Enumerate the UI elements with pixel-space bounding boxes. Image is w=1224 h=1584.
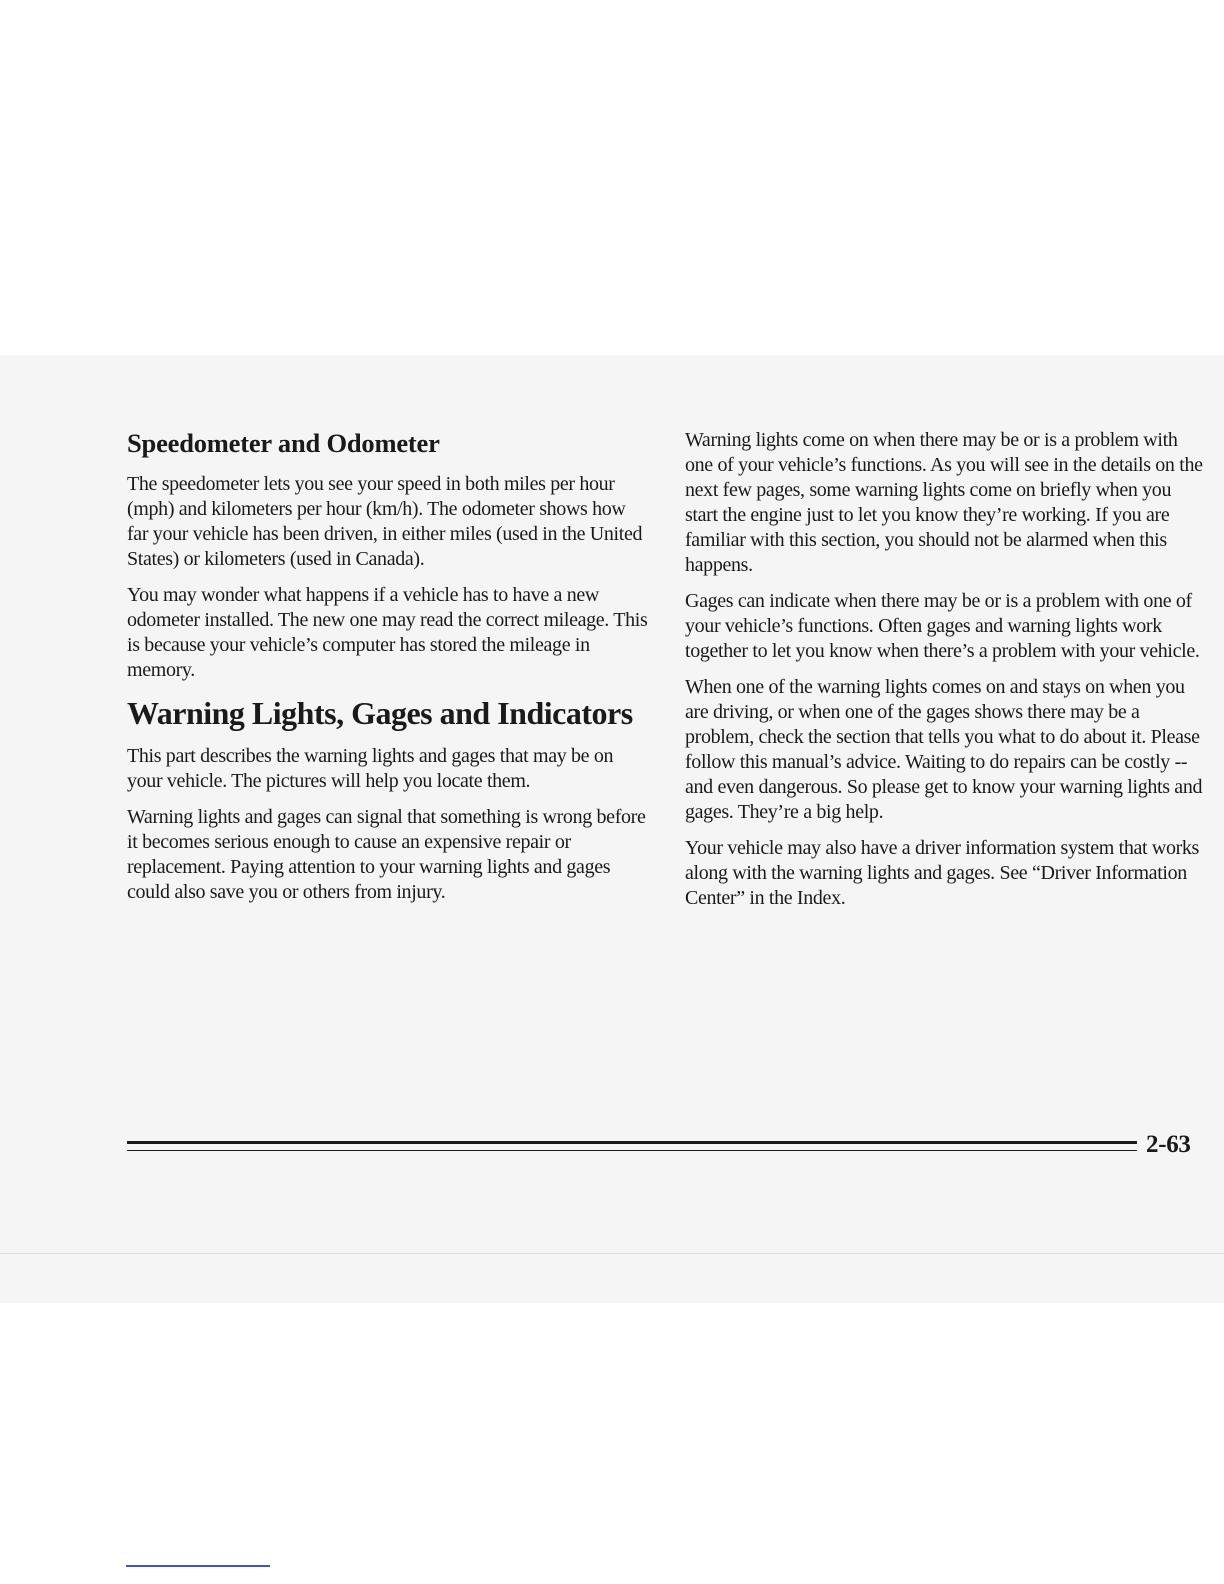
right-paragraph-3: When one of the warning lights comes on and stays on when you are driving, or when one of the gages shows there may be a problem, check the section that tells you what to do about it. Please follow this manual’s advice. Waiting to do repairs can be costly -- and even dangerous. So please get to know your warning lights and gages. They’re a big help. — [685, 676, 1203, 823]
footer-rule-secondary — [127, 1150, 1137, 1151]
scan-edge-line — [0, 1253, 1224, 1254]
page-number: 2-63 — [1146, 1131, 1191, 1158]
warning-lights-paragraph-2: Warning lights and gages can signal that something is wrong before it becomes serious enough to cause an expensive repair or replacement. Paying attention to your warning lights and gages could also save you or others from injury. — [127, 806, 646, 903]
footer-rule — [127, 1141, 1137, 1144]
speedometer-heading: Speedometer and Odometer — [127, 428, 440, 458]
right-column — [685, 428, 1205, 922]
speedometer-paragraph-2: You may wonder what happens if a vehicle has to have a new odometer installed. The new one may read the correct mileage. This is because your vehicle’s computer has stored the mileage in memory. — [127, 584, 648, 681]
left-column — [127, 428, 649, 916]
bottom-link-underline — [126, 1565, 270, 1567]
right-paragraph-4: Your vehicle may also have a driver information system that works along with the warning lights and gages. See “Driver Information Center” in the Index. — [685, 837, 1199, 909]
warning-lights-heading: Warning Lights, Gages and Indicators — [127, 695, 633, 731]
right-paragraph-2: Gages can indicate when there may be or is a problem with one of your vehicle’s functions. Often gages and warning lights work together to let you know when there’s a problem with your vehicle. — [685, 590, 1200, 662]
speedometer-paragraph-1: The speedometer lets you see your speed in both miles per hour (mph) and kilometers per hour (km/h). The odometer shows how far your vehicle has been driven, in either miles (used in the United States) or kilometers (used in Canada). — [127, 473, 643, 570]
right-paragraph-1: Warning lights come on when there may be or is a problem with one of your vehicle’s functions. As you will see in the details on the next few pages, some warning lights come on briefly when you start the engine just to let you know they’re working. If you are familiar with this section, you should not be alarmed when this happens. — [685, 429, 1203, 576]
warning-lights-paragraph-1: This part describes the warning lights and gages that may be on your vehicle. The pictures will help you locate them. — [127, 745, 614, 792]
